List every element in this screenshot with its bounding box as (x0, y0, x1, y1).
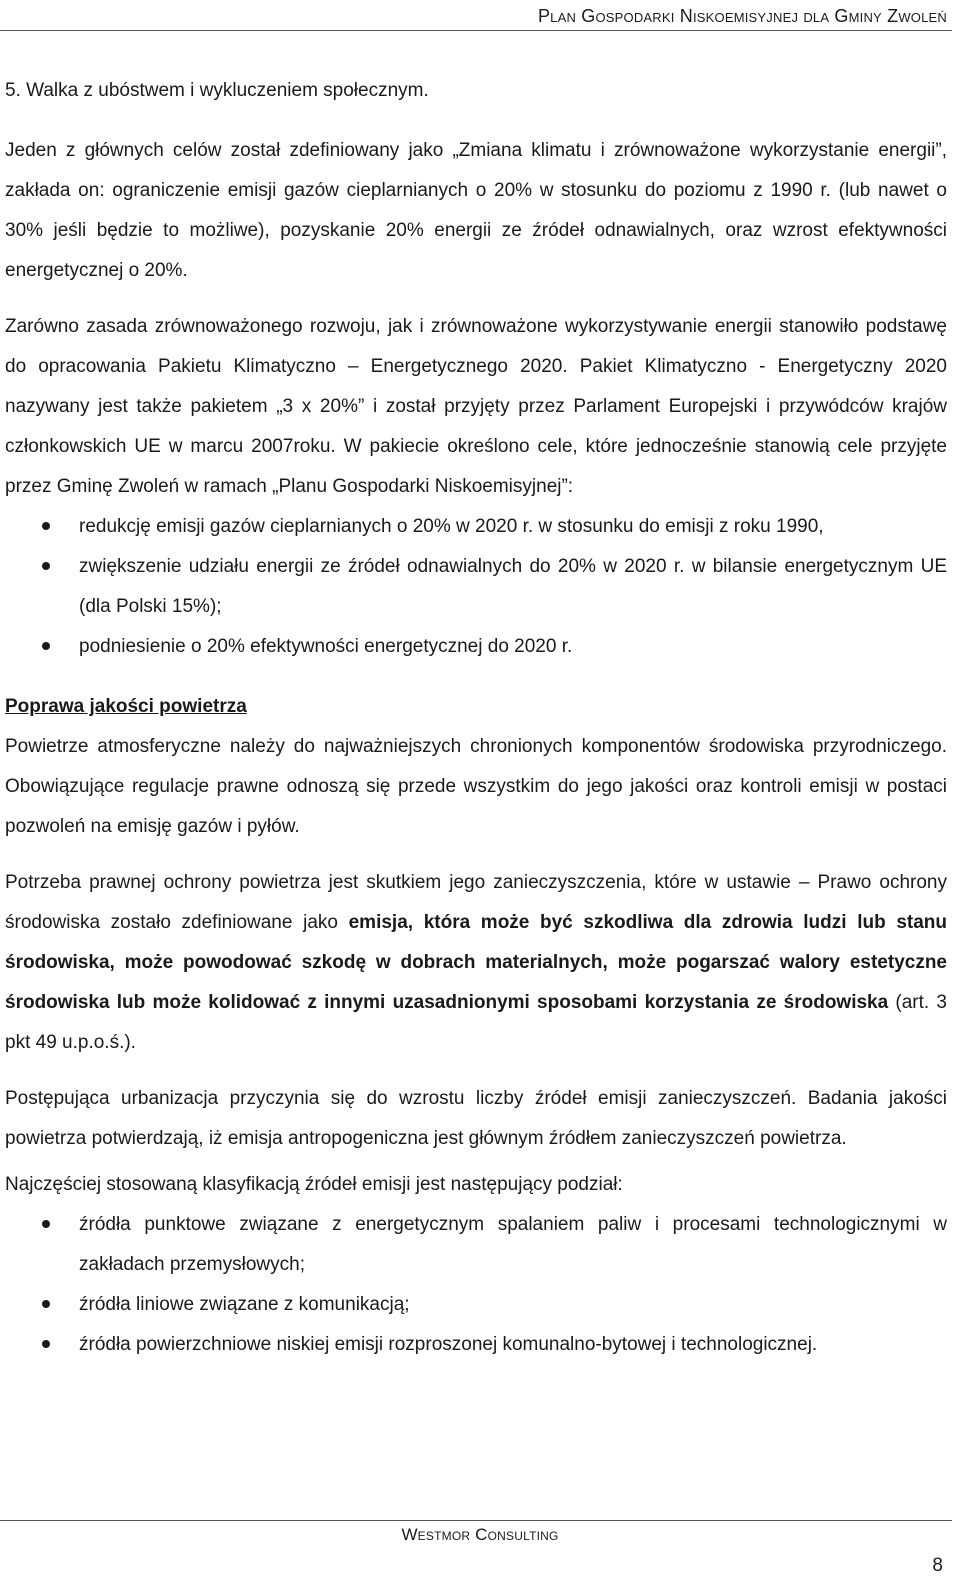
emission-definition: emisja, która może być szkodliwa dla zdrowia ludzi lub stanu środowiska, może powodować szkodę w dobrach materialnych, może pogarszać walory estetyczne środowiska lub może kolidować z innymi uzasadnionymi sposobami korzystania ze środowiska (5, 912, 948, 1013)
paragraph-intro-text: Potrzeba prawnej ochrony powietrza jest skutkiem jego zanieczyszczenia, które w ustawie – Prawo ochrony środowiska zostało zdefiniowane jako (5, 872, 947, 933)
bullet-icon (42, 1220, 50, 1228)
paragraph-classification: Najczęściej stosowaną klasyfikacją źródeł emisji jest następujący podział: (5, 1174, 623, 1195)
bullet-icon (42, 642, 50, 650)
list-item-text: źródła punktowe związane z energetycznym spalaniem paliw i procesami technologicznymi w zakładach przemysłowych; (79, 1214, 947, 1275)
bullet-icon (42, 1300, 50, 1308)
list-item-text: źródła liniowe związane z komunikacją; (79, 1294, 410, 1315)
running-header: Plan Gospodarki Niskoemisyjnej dla Gminy Zwoleń (537, 6, 947, 26)
list-item-text: zwiększenie udziału energii ze źródeł odnawialnych do 20% w 2020 r. w bilansie energetycznym UE (dla Polski 15%); (79, 556, 947, 617)
list-item-text: redukcję emisji gazów cieplarnianych o 20% w 2020 r. w stosunku do emisji z roku 1990, (79, 516, 824, 537)
section-heading: Poprawa jakości powietrza (5, 696, 247, 717)
list-item (5, 507, 947, 547)
list-item (5, 547, 947, 627)
goals-list (5, 507, 947, 667)
legal-reference: (art. 3 pkt 49 u.p.o.ś.). (5, 992, 947, 1053)
list-item (5, 1205, 947, 1285)
running-footer: Westmor Consulting (401, 1525, 559, 1544)
list-item (5, 627, 947, 667)
page-number: 8 (932, 1555, 943, 1576)
bullet-icon (42, 1340, 50, 1348)
emission-sources-list (5, 1205, 947, 1365)
list-item-5: 5. Walka z ubóstwem i wykluczeniem społecznym. (5, 80, 429, 101)
paragraph-climate-package: Zarówno zasada zrównoważonego rozwoju, jak i zrównoważone wykorzystywanie energii stanowiło podstawę do opracowania Pakietu Klimatyczno – Energetycznego 2020. Pakiet Klimatyczno - Energetyczny 2020 nazywany jest także pakietem „3 x 20%” i został przyjęty przez Parlament Europejski i przywódców krajów członkowskich UE w marcu 2007roku. W pakiecie określono cele, które jednocześnie stanowią cele przyjęte przez Gminę Zwoleń w ramach „Planu Gospodarki Niskoemisyjnej”: (5, 316, 947, 497)
list-item (5, 1325, 947, 1365)
paragraph-urbanization: Postępująca urbanizacja przyczynia się do wzrostu liczby źródeł emisji zanieczyszczeń. Badania jakości powietrza potwierdzają, iż emisja antropogeniczna jest głównym źródłem zanieczyszczeń powietrza. (5, 1088, 947, 1149)
page-content (5, 71, 947, 1365)
paragraph-air-quality: Powietrze atmosferyczne należy do najważniejszych chronionych komponentów środowiska przyrodniczego. Obowiązujące regulacje prawne odnoszą się przede wszystkim do jego jakości oraz kontroli emisji w postaci pozwoleń na emisję gazów i pyłów. (5, 736, 947, 837)
footer-divider (0, 1520, 952, 1521)
list-item (5, 1285, 947, 1325)
bullet-icon (42, 562, 50, 570)
list-item-text: podniesienie o 20% efektywności energetycznej do 2020 r. (79, 636, 573, 657)
paragraph-climate-goal: Jeden z głównych celów został zdefiniowany jako „Zmiana klimatu i zrównoważone wykorzystanie energii”, zakłada on: ograniczenie emisji gazów cieplarnianych o 20% w stosunku do poziomu z 1990 r. (lub nawet o 30% jeśli będzie to możliwe), pozyskanie 20% energii ze źródeł odnawialnych, oraz wzrost efektywności energetycznej o 20%. (5, 140, 947, 281)
list-item-text: źródła powierzchniowe niskiej emisji rozproszonej komunalno-bytowej i technologicznej. (79, 1334, 818, 1355)
paragraph-legal-protection (5, 863, 947, 1063)
bullet-icon (42, 522, 50, 530)
header-divider (0, 30, 952, 31)
